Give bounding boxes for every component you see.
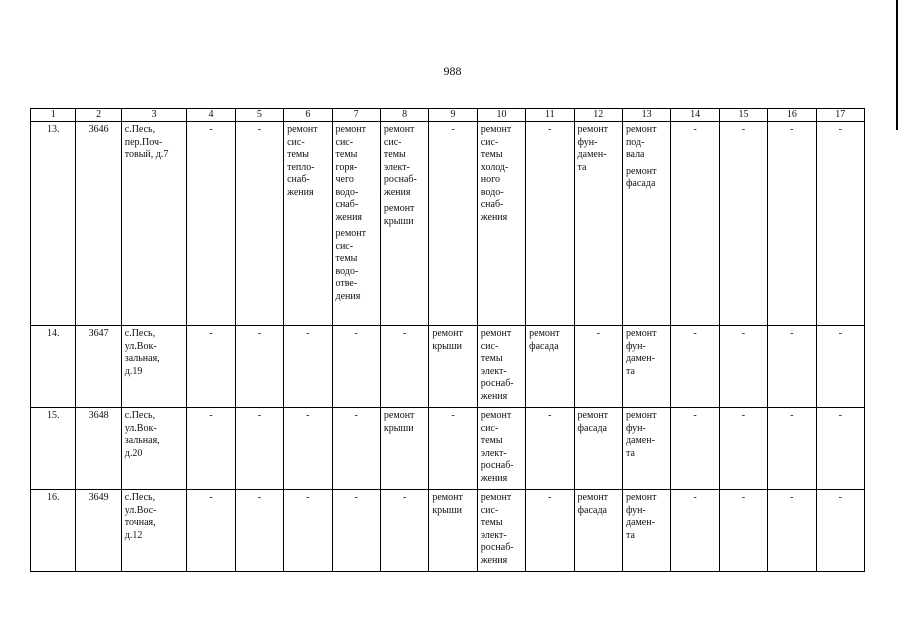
table-cell-col-12: -	[574, 326, 622, 408]
table-cell-col-1: 14.	[31, 326, 76, 408]
table-cell-col-13	[622, 122, 670, 326]
column-header-12: 12	[574, 109, 622, 122]
table-cell-col-17: -	[816, 326, 864, 408]
table-cell-col-13	[622, 490, 670, 572]
table-cell-col-8	[380, 122, 428, 326]
column-header-5: 5	[235, 109, 283, 122]
table-cell-col-4: -	[187, 408, 235, 490]
work-entry: ремонт сис- темы элект- роснаб- жения	[480, 492, 514, 566]
table-cell-col-16: -	[768, 490, 816, 572]
work-entry: ремонт сис- темы холод- ного водо- снаб- жения	[480, 124, 512, 223]
table-row	[31, 490, 865, 572]
header-row	[31, 109, 865, 122]
table-cell-col-1: 16.	[31, 490, 76, 572]
table-cell-col-2: 3647	[76, 326, 121, 408]
column-header-14: 14	[671, 109, 719, 122]
column-header-2: 2	[76, 109, 121, 122]
table-cell-col-2: 3646	[76, 122, 121, 326]
column-header-16: 16	[768, 109, 816, 122]
column-header-11: 11	[526, 109, 574, 122]
table-cell-col-2: 3648	[76, 408, 121, 490]
work-entry: ремонт под- вала	[625, 124, 657, 160]
table-cell-col-10	[477, 122, 525, 326]
column-header-7: 7	[332, 109, 380, 122]
column-header-1: 1	[31, 109, 76, 122]
column-header-6: 6	[284, 109, 332, 122]
table-cell-col-11	[526, 326, 574, 408]
table-cell-col-12	[574, 122, 622, 326]
table-cell-col-3: с.Песь, пер.Поч- товый, д.7	[121, 122, 187, 326]
table-cell-col-10	[477, 326, 525, 408]
table-cell-col-14: -	[671, 326, 719, 408]
table-cell-col-1: 15.	[31, 408, 76, 490]
table-cell-col-4: -	[187, 490, 235, 572]
table-cell-col-14: -	[671, 490, 719, 572]
table-cell-col-4: -	[187, 326, 235, 408]
table-cell-col-15: -	[719, 122, 767, 326]
table-cell-col-5: -	[235, 408, 283, 490]
work-entry: ремонт крыши	[383, 410, 415, 434]
table-cell-col-8: -	[380, 490, 428, 572]
column-header-15: 15	[719, 109, 767, 122]
table-cell-col-15: -	[719, 326, 767, 408]
works-table	[30, 108, 865, 572]
table-row	[31, 408, 865, 490]
table-body	[31, 122, 865, 572]
table-cell-col-3: с.Песь, ул.Вок- зальная, д.19	[121, 326, 187, 408]
table-cell-col-3: с.Песь, ул.Вок- зальная, д.20	[121, 408, 187, 490]
table-cell-col-7	[332, 122, 380, 326]
table-cell-col-9: -	[429, 122, 477, 326]
page-number: 988	[443, 64, 462, 78]
table-cell-col-9	[429, 326, 477, 408]
table-cell-col-9: -	[429, 408, 477, 490]
table-cell-col-1: 13.	[31, 122, 76, 326]
work-entry: ремонт фун- дамен- та	[625, 492, 657, 541]
table-cell-col-7: -	[332, 490, 380, 572]
table-cell-col-15: -	[719, 490, 767, 572]
table-cell-col-6: -	[284, 326, 332, 408]
table-cell-col-10	[477, 408, 525, 490]
table-cell-col-5: -	[235, 122, 283, 326]
work-entry: ремонт сис- темы элект- роснаб- жения	[480, 328, 514, 402]
column-header-4: 4	[187, 109, 235, 122]
column-header-10: 10	[477, 109, 525, 122]
table-cell-col-2: 3649	[76, 490, 121, 572]
work-entry: ремонт фасада	[577, 410, 609, 434]
column-header-8: 8	[380, 109, 428, 122]
table-cell-col-6: -	[284, 490, 332, 572]
table-cell-col-8	[380, 408, 428, 490]
work-entry: ремонт сис- темы тепло- снаб- жения	[287, 124, 318, 198]
column-header-17: 17	[816, 109, 864, 122]
work-entry: ремонт фасада	[577, 492, 609, 516]
table-cell-col-6: -	[284, 408, 332, 490]
table-header	[31, 109, 865, 122]
table-row	[31, 122, 865, 326]
table-cell-col-7: -	[332, 326, 380, 408]
column-header-3: 3	[121, 109, 187, 122]
page-edge-line	[896, 0, 898, 130]
table-cell-col-16: -	[768, 122, 816, 326]
work-entry: ремонт фун- дамен- та	[625, 328, 657, 377]
work-entry: ремонт фун- дамен- та	[625, 410, 657, 459]
work-entry: ремонт фасада	[529, 328, 560, 352]
table-cell-col-11: -	[526, 122, 574, 326]
work-entry: ремонт сис- темы водо- отве- дения	[335, 228, 367, 302]
table-cell-col-4: -	[187, 122, 235, 326]
table-cell-col-13	[622, 408, 670, 490]
table-cell-col-10	[477, 490, 525, 572]
table-row	[31, 326, 865, 408]
table-cell-col-16: -	[768, 326, 816, 408]
table-cell-col-14: -	[671, 122, 719, 326]
table-cell-col-5: -	[235, 326, 283, 408]
work-entry: ремонт крыши	[432, 492, 463, 516]
column-header-13: 13	[622, 109, 670, 122]
table-cell-col-12	[574, 408, 622, 490]
table-cell-col-11: -	[526, 490, 574, 572]
column-header-9: 9	[429, 109, 477, 122]
table-cell-col-16: -	[768, 408, 816, 490]
work-entry: ремонт сис- темы горя- чего водо- снаб- жения	[335, 124, 367, 223]
work-entry: ремонт сис- темы элект- роснаб- жения	[383, 124, 417, 198]
table-cell-col-12	[574, 490, 622, 572]
table-cell-col-14: -	[671, 408, 719, 490]
table-cell-col-3: с.Песь, ул.Вос- точная, д.12	[121, 490, 187, 572]
table-cell-col-11: -	[526, 408, 574, 490]
work-entry: ремонт сис- темы элект- роснаб- жения	[480, 410, 514, 484]
work-entry: ремонт фасада	[625, 165, 657, 189]
table-cell-col-17: -	[816, 408, 864, 490]
table-cell-col-7: -	[332, 408, 380, 490]
work-entry: ремонт крыши	[432, 328, 463, 352]
table-cell-col-6	[284, 122, 332, 326]
table-cell-col-9	[429, 490, 477, 572]
table-cell-col-5: -	[235, 490, 283, 572]
table-cell-col-8: -	[380, 326, 428, 408]
work-entry: ремонт фун- дамен- та	[577, 124, 609, 173]
table-cell-col-13	[622, 326, 670, 408]
table-cell-col-15: -	[719, 408, 767, 490]
table-cell-col-17: -	[816, 490, 864, 572]
table-cell-col-17: -	[816, 122, 864, 326]
work-entry: ремонт крыши	[383, 203, 415, 227]
